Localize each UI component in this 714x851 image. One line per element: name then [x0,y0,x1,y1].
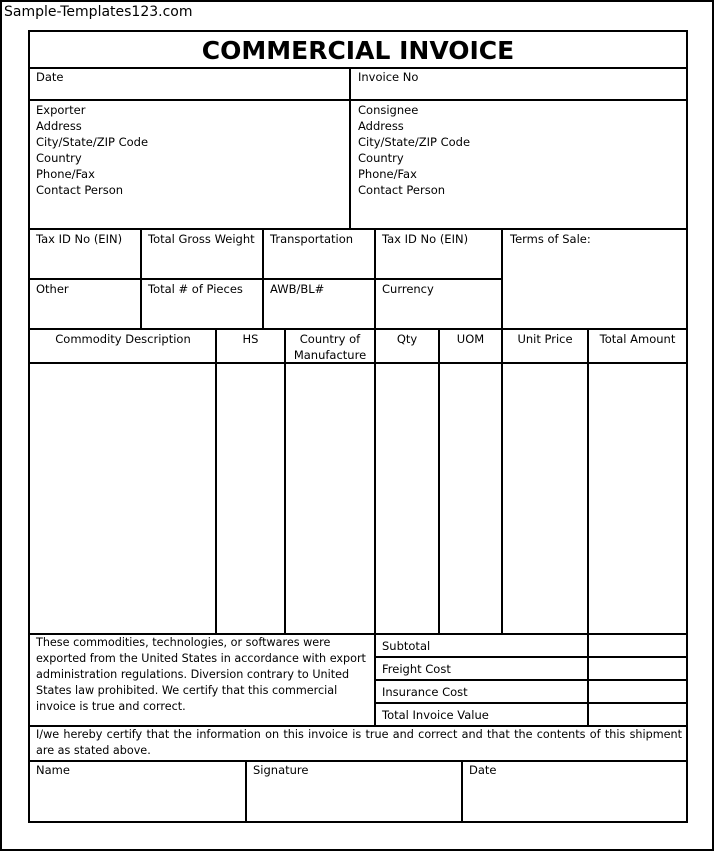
subtotal-label: Subtotal [382,639,431,653]
divider [30,760,686,762]
divider [501,228,503,328]
consignee-phone-label: Phone/Fax [358,167,417,181]
currency-field[interactable]: Currency [382,282,434,296]
divider [262,228,264,328]
commercial-invoice-form [28,30,688,823]
invoice-no-field[interactable]: Invoice No [358,70,419,84]
consignee-address-label: Address [358,119,404,133]
date-field[interactable]: Date [36,70,64,84]
insurance-cost-value[interactable] [589,681,686,702]
divider [30,99,686,101]
divider [374,228,376,328]
consignee-label: Consignee [358,103,419,117]
column-header-country: Country of Manufacture [293,332,367,362]
consignee-contact-label: Contact Person [358,183,446,197]
awb-bl-field[interactable]: AWB/BL# [270,282,325,296]
column-header-commodity: Commodity Description [55,332,191,346]
exporter-phone-label: Phone/Fax [36,167,95,181]
freight-cost-value[interactable] [589,658,686,679]
divider [140,228,142,328]
total-gross-weight-field[interactable]: Total Gross Weight [148,232,255,246]
column-header-qty: Qty [396,332,418,346]
watermark: Sample-Templates123.com [4,4,193,20]
exporter-city-label: City/State/ZIP Code [36,135,149,149]
other-field[interactable]: Other [36,282,69,296]
transportation-field[interactable]: Transportation [270,232,354,246]
signature-field[interactable]: Signature [253,763,309,777]
exporter-label: Exporter [36,103,86,117]
total-invoice-value[interactable] [589,704,686,725]
divider [461,760,463,823]
divider [374,633,376,725]
form-title: COMMERCIAL INVOICE [201,36,515,65]
terms-of-sale-field[interactable]: Terms of Sale: [510,232,591,246]
column-header-uom: UOM [456,332,485,346]
divider [30,278,502,280]
exporter-contact-label: Contact Person [36,183,124,197]
exporter-tax-id-field[interactable]: Tax ID No (EIN) [36,232,123,246]
line-items-area[interactable] [30,364,686,633]
consignee-block[interactable] [358,102,470,198]
name-field[interactable]: Name [36,763,70,777]
consignee-country-label: Country [358,151,404,165]
export-statement: These commodities, technologies, or softwares were exported from the United States in accordance with export administration regulations. Diversion contrary to United States law prohibited. We certify that this commercial invoice is true and correct. [36,636,366,713]
divider [245,760,247,823]
column-header-hs: HS [242,332,259,346]
divider [30,228,686,230]
exporter-block[interactable] [36,102,148,198]
column-header-unit-price: Unit Price [517,332,573,346]
signature-date-field[interactable]: Date [469,763,497,777]
subtotal-value[interactable] [589,635,686,656]
total-invoice-value-label: Total Invoice Value [382,708,489,722]
column-header-total-amount: Total Amount [599,332,676,346]
consignee-city-label: City/State/ZIP Code [358,135,471,149]
freight-cost-label: Freight Cost [382,662,451,676]
total-pieces-field[interactable]: Total # of Pieces [148,282,243,296]
divider [349,67,351,228]
insurance-cost-label: Insurance Cost [382,685,468,699]
exporter-country-label: Country [36,151,82,165]
consignee-tax-id-field[interactable]: Tax ID No (EIN) [382,232,469,246]
certification-statement: I/we hereby certify that the information on this invoice is true and correct and that the contents of this shipment are as stated above. [36,728,682,757]
exporter-address-label: Address [36,119,82,133]
